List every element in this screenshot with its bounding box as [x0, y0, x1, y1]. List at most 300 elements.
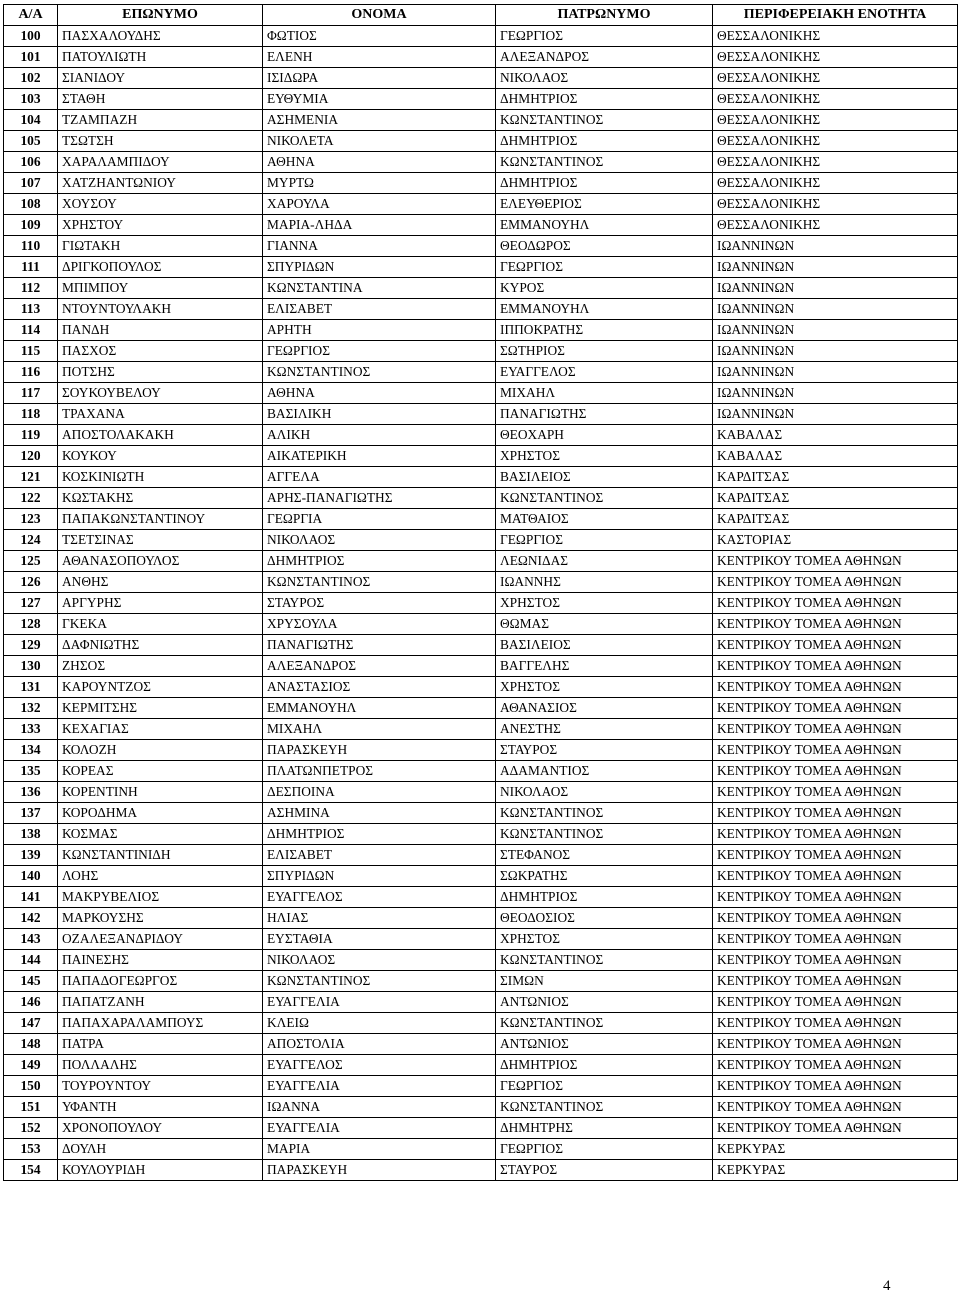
- cell-father-name: ΚΩΝΣΤΑΝΤΙΝΟΣ: [496, 152, 713, 173]
- cell-surname: ΚΕΡΜΙΤΣΗΣ: [58, 698, 263, 719]
- cell-regional-unit: ΚΕΝΤΡΙΚΟΥ ΤΟΜΕΑ ΑΘΗΝΩΝ: [713, 1118, 958, 1139]
- cell-first-name: ΕΛΙΣΑΒΕΤ: [263, 845, 496, 866]
- cell-father-name: ΔΗΜΗΤΡΙΟΣ: [496, 1055, 713, 1076]
- cell-father-name: ΣΩΚΡΑΤΗΣ: [496, 866, 713, 887]
- cell-regional-unit: ΘΕΣΣΑΛΟΝΙΚΗΣ: [713, 173, 958, 194]
- cell-surname: ΠΑΙΝΕΣΗΣ: [58, 950, 263, 971]
- cell-first-name: ΔΕΣΠΟΙΝΑ: [263, 782, 496, 803]
- header-aa: Α/Α: [4, 5, 58, 26]
- cell-first-name: ΚΩΝΣΤΑΝΤΙΝΑ: [263, 278, 496, 299]
- table-row: [4, 1055, 958, 1076]
- cell-surname: ΛΟΗΣ: [58, 866, 263, 887]
- cell-regional-unit: ΙΩΑΝΝΙΝΩΝ: [713, 299, 958, 320]
- cell-surname: ΜΑΚΡΥΒΕΛΙΟΣ: [58, 887, 263, 908]
- table-row: [4, 467, 958, 488]
- cell-first-name: ΣΤΑΥΡΟΣ: [263, 593, 496, 614]
- cell-regional-unit: ΘΕΣΣΑΛΟΝΙΚΗΣ: [713, 110, 958, 131]
- cell-aa: 117: [4, 383, 58, 404]
- table-row: [4, 635, 958, 656]
- table-row: [4, 1118, 958, 1139]
- cell-first-name: ΕΥΑΓΓΕΛΟΣ: [263, 1055, 496, 1076]
- cell-surname: ΧΟΥΣΟΥ: [58, 194, 263, 215]
- cell-first-name: ΕΛΕΝΗ: [263, 47, 496, 68]
- cell-first-name: ΠΑΡΑΣΚΕΥΗ: [263, 740, 496, 761]
- table-row: [4, 110, 958, 131]
- table-row: [4, 992, 958, 1013]
- cell-surname: ΚΟΥΚΟΥ: [58, 446, 263, 467]
- cell-surname: ΠΑΝΔΗ: [58, 320, 263, 341]
- cell-aa: 100: [4, 26, 58, 47]
- cell-first-name: ΝΙΚΟΛΕΤΑ: [263, 131, 496, 152]
- table-row: [4, 1076, 958, 1097]
- cell-regional-unit: ΚΕΝΤΡΙΚΟΥ ΤΟΜΕΑ ΑΘΗΝΩΝ: [713, 908, 958, 929]
- cell-aa: 148: [4, 1034, 58, 1055]
- table-row: [4, 278, 958, 299]
- cell-father-name: ΕΜΜΑΝΟΥΗΛ: [496, 215, 713, 236]
- cell-first-name: ΚΩΝΣΤΑΝΤΙΝΟΣ: [263, 572, 496, 593]
- cell-aa: 109: [4, 215, 58, 236]
- cell-aa: 119: [4, 425, 58, 446]
- cell-regional-unit: ΚΕΝΤΡΙΚΟΥ ΤΟΜΕΑ ΑΘΗΝΩΝ: [713, 803, 958, 824]
- cell-surname: ΔΑΦΝΙΩΤΗΣ: [58, 635, 263, 656]
- cell-first-name: ΜΑΡΙΑ-ΛΗΔΑ: [263, 215, 496, 236]
- table-row: [4, 866, 958, 887]
- cell-aa: 124: [4, 530, 58, 551]
- cell-aa: 140: [4, 866, 58, 887]
- table-row: [4, 782, 958, 803]
- cell-first-name: ΠΑΝΑΓΙΩΤΗΣ: [263, 635, 496, 656]
- header-surname: ΕΠΩΝΥΜΟ: [58, 5, 263, 26]
- table-row: [4, 1034, 958, 1055]
- cell-surname: ΤΣΩΤΣΗ: [58, 131, 263, 152]
- cell-father-name: ΚΩΝΣΤΑΝΤΙΝΟΣ: [496, 488, 713, 509]
- cell-father-name: ΘΕΟΔΩΡΟΣ: [496, 236, 713, 257]
- cell-first-name: ΕΥΘΥΜΙΑ: [263, 89, 496, 110]
- cell-aa: 152: [4, 1118, 58, 1139]
- cell-surname: ΣΙΑΝΙΔΟΥ: [58, 68, 263, 89]
- table-row: [4, 488, 958, 509]
- cell-surname: ΧΑΡΑΛΑΜΠΙΔΟΥ: [58, 152, 263, 173]
- page-number: 4: [883, 1278, 891, 1294]
- cell-first-name: ΧΡΥΣΟΥΛΑ: [263, 614, 496, 635]
- table-row: [4, 362, 958, 383]
- cell-regional-unit: ΙΩΑΝΝΙΝΩΝ: [713, 404, 958, 425]
- cell-regional-unit: ΙΩΑΝΝΙΝΩΝ: [713, 278, 958, 299]
- header-father-name: ΠΑΤΡΩΝΥΜΟ: [496, 5, 713, 26]
- cell-first-name: ΑΛΙΚΗ: [263, 425, 496, 446]
- cell-father-name: ΓΕΩΡΓΙΟΣ: [496, 1076, 713, 1097]
- cell-aa: 133: [4, 719, 58, 740]
- cell-aa: 116: [4, 362, 58, 383]
- cell-aa: 126: [4, 572, 58, 593]
- table-row: [4, 509, 958, 530]
- cell-father-name: ΙΩΑΝΝΗΣ: [496, 572, 713, 593]
- cell-aa: 132: [4, 698, 58, 719]
- table-row: [4, 614, 958, 635]
- cell-regional-unit: ΚΕΝΤΡΙΚΟΥ ΤΟΜΕΑ ΑΘΗΝΩΝ: [713, 1013, 958, 1034]
- cell-father-name: ΓΕΩΡΓΙΟΣ: [496, 530, 713, 551]
- table-row: [4, 656, 958, 677]
- cell-aa: 128: [4, 614, 58, 635]
- cell-first-name: ΜΥΡΤΩ: [263, 173, 496, 194]
- cell-regional-unit: ΚΕΝΤΡΙΚΟΥ ΤΟΜΕΑ ΑΘΗΝΩΝ: [713, 992, 958, 1013]
- cell-surname: ΠΟΛΛΑΛΗΣ: [58, 1055, 263, 1076]
- table-row: [4, 257, 958, 278]
- cell-father-name: ΚΩΝΣΤΑΝΤΙΝΟΣ: [496, 1013, 713, 1034]
- cell-aa: 135: [4, 761, 58, 782]
- cell-first-name: ΑΛΕΞΑΝΔΡΟΣ: [263, 656, 496, 677]
- cell-surname: ΠΑΠΑΚΩΝΣΤΑΝΤΙΝΟΥ: [58, 509, 263, 530]
- cell-aa: 143: [4, 929, 58, 950]
- cell-first-name: ΑΣΗΜΙΝΑ: [263, 803, 496, 824]
- cell-aa: 107: [4, 173, 58, 194]
- cell-father-name: ΔΗΜΗΤΡΙΟΣ: [496, 173, 713, 194]
- cell-father-name: ΔΗΜΗΤΡΙΟΣ: [496, 887, 713, 908]
- table-body: [4, 26, 958, 1181]
- cell-father-name: ΕΥΑΓΓΕΛΟΣ: [496, 362, 713, 383]
- cell-regional-unit: ΚΕΝΤΡΙΚΟΥ ΤΟΜΕΑ ΑΘΗΝΩΝ: [713, 698, 958, 719]
- cell-first-name: ΝΙΚΟΛΑΟΣ: [263, 950, 496, 971]
- cell-aa: 142: [4, 908, 58, 929]
- table-row: [4, 194, 958, 215]
- cell-father-name: ΝΙΚΟΛΑΟΣ: [496, 782, 713, 803]
- cell-father-name: ΕΜΜΑΝΟΥΗΛ: [496, 299, 713, 320]
- table-row: [4, 89, 958, 110]
- cell-regional-unit: ΚΕΝΤΡΙΚΟΥ ΤΟΜΕΑ ΑΘΗΝΩΝ: [713, 887, 958, 908]
- table-header: [4, 5, 958, 26]
- cell-first-name: ΒΑΣΙΛΙΚΗ: [263, 404, 496, 425]
- cell-surname: ΚΕΧΑΓΙΑΣ: [58, 719, 263, 740]
- cell-aa: 118: [4, 404, 58, 425]
- table-row: [4, 47, 958, 68]
- cell-father-name: ΕΛΕΥΘΕΡΙΟΣ: [496, 194, 713, 215]
- header-row: [4, 5, 958, 26]
- cell-surname: ΚΟΣΜΑΣ: [58, 824, 263, 845]
- table-row: [4, 68, 958, 89]
- cell-father-name: ΚΩΝΣΤΑΝΤΙΝΟΣ: [496, 824, 713, 845]
- cell-father-name: ΣΤΑΥΡΟΣ: [496, 740, 713, 761]
- cell-regional-unit: ΚΑΒΑΛΑΣ: [713, 425, 958, 446]
- cell-regional-unit: ΚΑΡΔΙΤΣΑΣ: [713, 509, 958, 530]
- cell-first-name: ΕΥΑΓΓΕΛΙΑ: [263, 992, 496, 1013]
- table-row: [4, 950, 958, 971]
- cell-aa: 129: [4, 635, 58, 656]
- cell-aa: 137: [4, 803, 58, 824]
- cell-aa: 103: [4, 89, 58, 110]
- cell-aa: 141: [4, 887, 58, 908]
- cell-surname: ΚΟΛΟΖΗ: [58, 740, 263, 761]
- cell-surname: ΑΠΟΣΤΟΛΑΚΑΚΗ: [58, 425, 263, 446]
- cell-surname: ΚΩΣΤΑΚΗΣ: [58, 488, 263, 509]
- cell-surname: ΚΑΡΟΥΝΤΖΟΣ: [58, 677, 263, 698]
- cell-surname: ΤΟΥΡΟΥΝΤΟΥ: [58, 1076, 263, 1097]
- cell-father-name: ΚΩΝΣΤΑΝΤΙΝΟΣ: [496, 1097, 713, 1118]
- cell-father-name: ΔΗΜΗΤΡΙΟΣ: [496, 89, 713, 110]
- table-row: [4, 341, 958, 362]
- cell-father-name: ΣΩΤΗΡΙΟΣ: [496, 341, 713, 362]
- cell-first-name: ΕΛΙΣΑΒΕΤ: [263, 299, 496, 320]
- cell-surname: ΠΑΣΧΑΛΟΥΔΗΣ: [58, 26, 263, 47]
- cell-aa: 102: [4, 68, 58, 89]
- header-regional-unit: ΠΕΡΙΦΕΡΕΙΑΚΗ ΕΝΟΤΗΤΑ: [713, 5, 958, 26]
- cell-regional-unit: ΘΕΣΣΑΛΟΝΙΚΗΣ: [713, 194, 958, 215]
- cell-surname: ΤΡΑΧΑΝΑ: [58, 404, 263, 425]
- cell-first-name: ΜΑΡΙΑ: [263, 1139, 496, 1160]
- cell-surname: ΚΟΡΟΔΗΜΑ: [58, 803, 263, 824]
- cell-surname: ΥΦΑΝΤΗ: [58, 1097, 263, 1118]
- cell-first-name: ΑΘΗΝΑ: [263, 152, 496, 173]
- cell-first-name: ΗΛΙΑΣ: [263, 908, 496, 929]
- cell-surname: ΠΟΤΣΗΣ: [58, 362, 263, 383]
- cell-surname: ΠΑΤΟΥΛΙΩΤΗ: [58, 47, 263, 68]
- cell-regional-unit: ΚΕΝΤΡΙΚΟΥ ΤΟΜΕΑ ΑΘΗΝΩΝ: [713, 845, 958, 866]
- cell-regional-unit: ΚΕΝΤΡΙΚΟΥ ΤΟΜΕΑ ΑΘΗΝΩΝ: [713, 635, 958, 656]
- cell-regional-unit: ΙΩΑΝΝΙΝΩΝ: [713, 257, 958, 278]
- cell-first-name: ΦΩΤΙΟΣ: [263, 26, 496, 47]
- cell-father-name: ΙΠΠΟΚΡΑΤΗΣ: [496, 320, 713, 341]
- cell-regional-unit: ΚΑΡΔΙΤΣΑΣ: [713, 467, 958, 488]
- cell-aa: 127: [4, 593, 58, 614]
- cell-father-name: ΔΗΜΗΤΡΗΣ: [496, 1118, 713, 1139]
- cell-father-name: ΑΔΑΜΑΝΤΙΟΣ: [496, 761, 713, 782]
- cell-aa: 150: [4, 1076, 58, 1097]
- cell-father-name: ΑΝΤΩΝΙΟΣ: [496, 1034, 713, 1055]
- cell-first-name: ΙΣΙΔΩΡΑ: [263, 68, 496, 89]
- cell-first-name: ΑΣΗΜΕΝΙΑ: [263, 110, 496, 131]
- cell-first-name: ΑΝΑΣΤΑΣΙΟΣ: [263, 677, 496, 698]
- cell-regional-unit: ΘΕΣΣΑΛΟΝΙΚΗΣ: [713, 215, 958, 236]
- cell-first-name: ΓΕΩΡΓΙΟΣ: [263, 341, 496, 362]
- cell-first-name: ΑΘΗΝΑ: [263, 383, 496, 404]
- cell-regional-unit: ΚΕΝΤΡΙΚΟΥ ΤΟΜΕΑ ΑΘΗΝΩΝ: [713, 1055, 958, 1076]
- cell-surname: ΠΑΣΧΟΣ: [58, 341, 263, 362]
- cell-aa: 112: [4, 278, 58, 299]
- cell-regional-unit: ΙΩΑΝΝΙΝΩΝ: [713, 341, 958, 362]
- cell-regional-unit: ΚΕΝΤΡΙΚΟΥ ΤΟΜΕΑ ΑΘΗΝΩΝ: [713, 614, 958, 635]
- cell-regional-unit: ΚΕΝΤΡΙΚΟΥ ΤΟΜΕΑ ΑΘΗΝΩΝ: [713, 824, 958, 845]
- cell-aa: 114: [4, 320, 58, 341]
- table-row: [4, 929, 958, 950]
- cell-regional-unit: ΘΕΣΣΑΛΟΝΙΚΗΣ: [713, 68, 958, 89]
- cell-regional-unit: ΚΕΝΤΡΙΚΟΥ ΤΟΜΕΑ ΑΘΗΝΩΝ: [713, 929, 958, 950]
- cell-father-name: ΧΡΗΣΤΟΣ: [496, 593, 713, 614]
- cell-father-name: ΧΡΗΣΤΟΣ: [496, 677, 713, 698]
- cell-father-name: ΠΑΝΑΓΙΩΤΗΣ: [496, 404, 713, 425]
- cell-father-name: ΧΡΗΣΤΟΣ: [496, 929, 713, 950]
- table-row: [4, 299, 958, 320]
- cell-father-name: ΚΥΡΟΣ: [496, 278, 713, 299]
- table-row: [4, 1139, 958, 1160]
- cell-father-name: ΜΑΤΘΑΙΟΣ: [496, 509, 713, 530]
- cell-aa: 149: [4, 1055, 58, 1076]
- cell-surname: ΤΣΕΤΣΙΝΑΣ: [58, 530, 263, 551]
- cell-father-name: ΘΕΟΧΑΡΗ: [496, 425, 713, 446]
- table-row: [4, 383, 958, 404]
- cell-surname: ΠΑΠΑΤΖΑΝΗ: [58, 992, 263, 1013]
- table-row: [4, 1097, 958, 1118]
- cell-aa: 131: [4, 677, 58, 698]
- cell-regional-unit: ΚΕΝΤΡΙΚΟΥ ΤΟΜΕΑ ΑΘΗΝΩΝ: [713, 593, 958, 614]
- roster-table: [3, 4, 958, 1181]
- cell-father-name: ΣΙΜΩΝ: [496, 971, 713, 992]
- cell-first-name: ΕΜΜΑΝΟΥΗΛ: [263, 698, 496, 719]
- cell-first-name: ΜΙΧΑΗΛ: [263, 719, 496, 740]
- cell-aa: 139: [4, 845, 58, 866]
- table-row: [4, 1160, 958, 1181]
- cell-regional-unit: ΚΕΝΤΡΙΚΟΥ ΤΟΜΕΑ ΑΘΗΝΩΝ: [713, 1097, 958, 1118]
- cell-father-name: ΚΩΝΣΤΑΝΤΙΝΟΣ: [496, 803, 713, 824]
- cell-regional-unit: ΚΕΡΚΥΡΑΣ: [713, 1139, 958, 1160]
- cell-aa: 125: [4, 551, 58, 572]
- cell-regional-unit: ΚΕΝΤΡΙΚΟΥ ΤΟΜΕΑ ΑΘΗΝΩΝ: [713, 971, 958, 992]
- cell-father-name: ΝΙΚΟΛΑΟΣ: [496, 68, 713, 89]
- cell-aa: 115: [4, 341, 58, 362]
- cell-father-name: ΚΩΝΣΤΑΝΤΙΝΟΣ: [496, 110, 713, 131]
- cell-surname: ΔΟΥΛΗ: [58, 1139, 263, 1160]
- cell-surname: ΧΑΤΖΗΑΝΤΩΝΙΟΥ: [58, 173, 263, 194]
- cell-surname: ΑΝΘΗΣ: [58, 572, 263, 593]
- cell-first-name: ΓΕΩΡΓΙΑ: [263, 509, 496, 530]
- cell-aa: 151: [4, 1097, 58, 1118]
- cell-first-name: ΚΩΝΣΤΑΝΤΙΝΟΣ: [263, 362, 496, 383]
- table-row: [4, 236, 958, 257]
- cell-regional-unit: ΙΩΑΝΝΙΝΩΝ: [713, 362, 958, 383]
- cell-surname: ΧΡΟΝΟΠΟΥΛΟΥ: [58, 1118, 263, 1139]
- table-row: [4, 404, 958, 425]
- table-row: [4, 530, 958, 551]
- table-row: [4, 593, 958, 614]
- cell-father-name: ΣΤΕΦΑΝΟΣ: [496, 845, 713, 866]
- cell-regional-unit: ΚΕΝΤΡΙΚΟΥ ΤΟΜΕΑ ΑΘΗΝΩΝ: [713, 782, 958, 803]
- cell-first-name: ΠΛΑΤΩΝΠΕΤΡΟΣ: [263, 761, 496, 782]
- cell-aa: 138: [4, 824, 58, 845]
- cell-regional-unit: ΙΩΑΝΝΙΝΩΝ: [713, 320, 958, 341]
- table-row: [4, 215, 958, 236]
- table-row: [4, 320, 958, 341]
- cell-father-name: ΓΕΩΡΓΙΟΣ: [496, 1139, 713, 1160]
- table-row: [4, 971, 958, 992]
- cell-aa: 110: [4, 236, 58, 257]
- cell-aa: 113: [4, 299, 58, 320]
- cell-aa: 154: [4, 1160, 58, 1181]
- cell-father-name: ΑΘΑΝΑΣΙΟΣ: [496, 698, 713, 719]
- cell-regional-unit: ΚΕΝΤΡΙΚΟΥ ΤΟΜΕΑ ΑΘΗΝΩΝ: [713, 950, 958, 971]
- table-row: [4, 551, 958, 572]
- cell-first-name: ΣΠΥΡΙΔΩΝ: [263, 866, 496, 887]
- cell-surname: ΓΚΕΚΑ: [58, 614, 263, 635]
- cell-surname: ΚΟΡΕΝΤΙΝΗ: [58, 782, 263, 803]
- table-row: [4, 887, 958, 908]
- cell-aa: 136: [4, 782, 58, 803]
- cell-surname: ΚΩΝΣΤΑΝΤΙΝΙΔΗ: [58, 845, 263, 866]
- cell-surname: ΚΟΡΕΑΣ: [58, 761, 263, 782]
- cell-surname: ΔΡΙΓΚΟΠΟΥΛΟΣ: [58, 257, 263, 278]
- table-row: [4, 173, 958, 194]
- table-row: [4, 131, 958, 152]
- cell-aa: 130: [4, 656, 58, 677]
- cell-aa: 144: [4, 950, 58, 971]
- cell-regional-unit: ΚΕΝΤΡΙΚΟΥ ΤΟΜΕΑ ΑΘΗΝΩΝ: [713, 740, 958, 761]
- cell-father-name: ΚΩΝΣΤΑΝΤΙΝΟΣ: [496, 950, 713, 971]
- table-row: [4, 152, 958, 173]
- table-row: [4, 719, 958, 740]
- cell-aa: 147: [4, 1013, 58, 1034]
- cell-aa: 106: [4, 152, 58, 173]
- cell-surname: ΓΙΩΤΑΚΗ: [58, 236, 263, 257]
- cell-regional-unit: ΘΕΣΣΑΛΟΝΙΚΗΣ: [713, 89, 958, 110]
- cell-aa: 123: [4, 509, 58, 530]
- cell-father-name: ΒΑΣΙΛΕΙΟΣ: [496, 635, 713, 656]
- cell-father-name: ΒΑΣΙΛΕΙΟΣ: [496, 467, 713, 488]
- cell-first-name: ΑΡΗΣ-ΠΑΝΑΓΙΩΤΗΣ: [263, 488, 496, 509]
- cell-father-name: ΒΑΓΓΕΛΗΣ: [496, 656, 713, 677]
- table-row: [4, 677, 958, 698]
- cell-father-name: ΛΕΩΝΙΔΑΣ: [496, 551, 713, 572]
- cell-first-name: ΑΓΓΕΛΑ: [263, 467, 496, 488]
- table-row: [4, 824, 958, 845]
- cell-aa: 111: [4, 257, 58, 278]
- cell-father-name: ΑΛΕΞΑΝΔΡΟΣ: [496, 47, 713, 68]
- cell-father-name: ΣΤΑΥΡΟΣ: [496, 1160, 713, 1181]
- cell-surname: ΧΡΗΣΤΟΥ: [58, 215, 263, 236]
- cell-regional-unit: ΚΕΝΤΡΙΚΟΥ ΤΟΜΕΑ ΑΘΗΝΩΝ: [713, 656, 958, 677]
- cell-regional-unit: ΚΕΝΤΡΙΚΟΥ ΤΟΜΕΑ ΑΘΗΝΩΝ: [713, 761, 958, 782]
- cell-surname: ΣΟΥΚΟΥΒΕΛΟΥ: [58, 383, 263, 404]
- cell-father-name: ΓΕΩΡΓΙΟΣ: [496, 257, 713, 278]
- cell-surname: ΜΠΙΜΠΟΥ: [58, 278, 263, 299]
- cell-regional-unit: ΘΕΣΣΑΛΟΝΙΚΗΣ: [713, 26, 958, 47]
- cell-regional-unit: ΙΩΑΝΝΙΝΩΝ: [713, 383, 958, 404]
- table-row: [4, 698, 958, 719]
- cell-surname: ΠΑΤΡΑ: [58, 1034, 263, 1055]
- cell-regional-unit: ΚΕΝΤΡΙΚΟΥ ΤΟΜΕΑ ΑΘΗΝΩΝ: [713, 866, 958, 887]
- cell-aa: 120: [4, 446, 58, 467]
- cell-aa: 105: [4, 131, 58, 152]
- cell-aa: 153: [4, 1139, 58, 1160]
- header-first-name: ΟΝΟΜΑ: [263, 5, 496, 26]
- cell-first-name: ΓΙΑΝΝΑ: [263, 236, 496, 257]
- cell-first-name: ΑΡΗΤΗ: [263, 320, 496, 341]
- cell-first-name: ΕΥΑΓΓΕΛΙΑ: [263, 1076, 496, 1097]
- cell-regional-unit: ΚΑΒΑΛΑΣ: [713, 446, 958, 467]
- cell-aa: 134: [4, 740, 58, 761]
- cell-surname: ΖΗΣΟΣ: [58, 656, 263, 677]
- cell-surname: ΟΖΑΛΕΞΑΝΔΡΙΔΟΥ: [58, 929, 263, 950]
- cell-first-name: ΔΗΜΗΤΡΙΟΣ: [263, 551, 496, 572]
- cell-first-name: ΚΩΝΣΤΑΝΤΙΝΟΣ: [263, 971, 496, 992]
- cell-aa: 121: [4, 467, 58, 488]
- cell-father-name: ΑΝΤΩΝΙΟΣ: [496, 992, 713, 1013]
- cell-first-name: ΔΗΜΗΤΡΙΟΣ: [263, 824, 496, 845]
- cell-regional-unit: ΚΕΝΤΡΙΚΟΥ ΤΟΜΕΑ ΑΘΗΝΩΝ: [713, 719, 958, 740]
- cell-father-name: ΔΗΜΗΤΡΙΟΣ: [496, 131, 713, 152]
- cell-surname: ΑΡΓΥΡΗΣ: [58, 593, 263, 614]
- cell-aa: 122: [4, 488, 58, 509]
- cell-first-name: ΑΙΚΑΤΕΡΙΚΗ: [263, 446, 496, 467]
- cell-aa: 108: [4, 194, 58, 215]
- cell-surname: ΚΟΥΛΟΥΡΙΔΗ: [58, 1160, 263, 1181]
- cell-regional-unit: ΚΑΣΤΟΡΙΑΣ: [713, 530, 958, 551]
- cell-regional-unit: ΙΩΑΝΝΙΝΩΝ: [713, 236, 958, 257]
- cell-surname: ΚΟΣΚΙΝΙΩΤΗ: [58, 467, 263, 488]
- cell-first-name: ΑΠΟΣΤΟΛΙΑ: [263, 1034, 496, 1055]
- cell-surname: ΠΑΠΑΧΑΡΑΛΑΜΠΟΥΣ: [58, 1013, 263, 1034]
- cell-father-name: ΜΙΧΑΗΛ: [496, 383, 713, 404]
- cell-regional-unit: ΚΕΝΤΡΙΚΟΥ ΤΟΜΕΑ ΑΘΗΝΩΝ: [713, 572, 958, 593]
- cell-regional-unit: ΚΕΝΤΡΙΚΟΥ ΤΟΜΕΑ ΑΘΗΝΩΝ: [713, 1034, 958, 1055]
- cell-first-name: ΕΥΣΤΑΘΙΑ: [263, 929, 496, 950]
- cell-surname: ΤΖΑΜΠΑΖΗ: [58, 110, 263, 131]
